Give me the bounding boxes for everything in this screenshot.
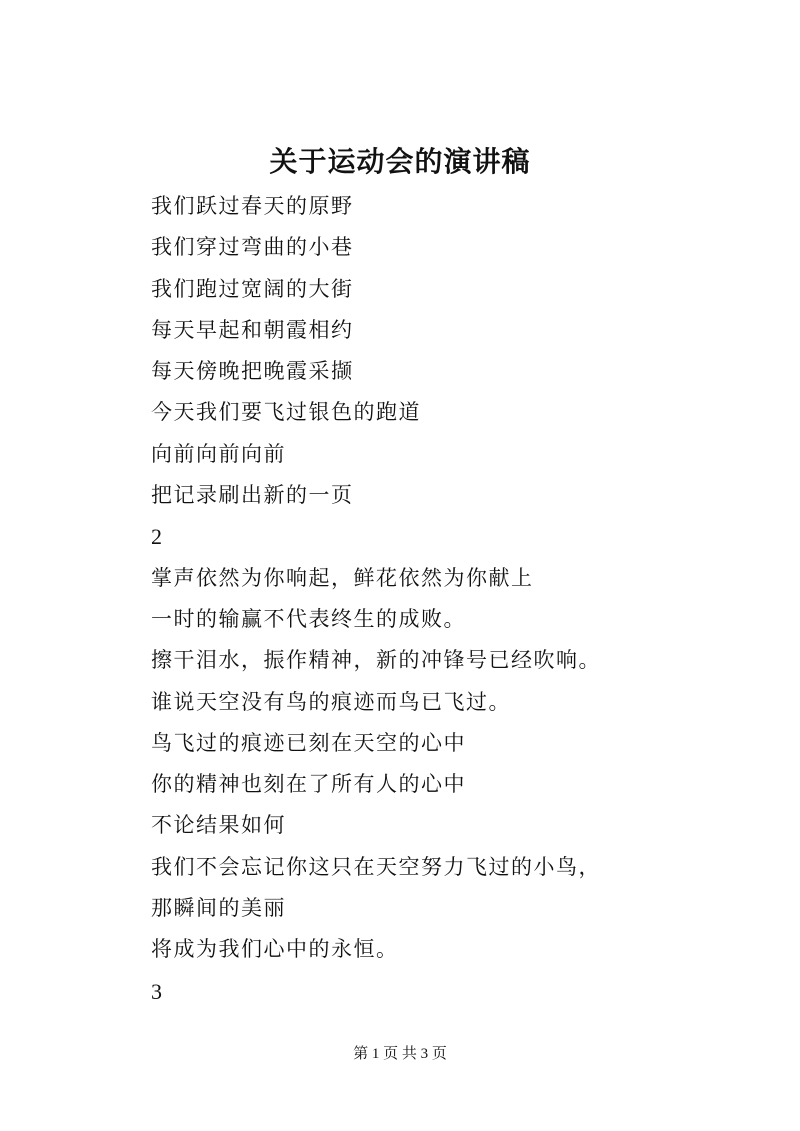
- body-line: 今天我们要飞过银色的跑道: [151, 400, 421, 425]
- body-line: 鸟飞过的痕迹已刻在天空的心中: [151, 730, 466, 755]
- body-line: 我们跃过春天的原野: [151, 194, 354, 218]
- body-line: 每天傍晚把晚霞采撷: [151, 359, 354, 384]
- body-line: 一时的输赢不代表终生的成败。: [151, 606, 466, 631]
- body-line: 那瞬间的美丽: [151, 896, 286, 921]
- body-line: 将成为我们心中的永恒。: [151, 937, 399, 962]
- body-line: 掌声依然为你响起，鲜花依然为你献上: [151, 565, 534, 590]
- body-line: 把记录刷出新的一页: [151, 483, 354, 508]
- body-line: 向前向前向前: [151, 441, 286, 466]
- document-body: [151, 186, 751, 1012]
- body-line: 每天早起和朝霞相约: [151, 317, 354, 342]
- body-line: 不论结果如何: [151, 813, 286, 838]
- section-number: 2: [151, 524, 164, 550]
- body-line: 谁说天空没有鸟的痕迹而鸟已飞过。: [151, 689, 511, 714]
- document-title: 关于运动会的演讲稿: [269, 145, 531, 178]
- section-number: 3: [151, 978, 164, 1004]
- page-footer: 第 1 页 共 3 页: [353, 1046, 447, 1062]
- body-line: 擦干泪水，振作精神，新的冲锋号已经吹响。: [151, 648, 601, 673]
- body-line: 我们穿过弯曲的小巷: [151, 235, 354, 260]
- body-line: 我们不会忘记你这只在天空努力飞过的小鸟，: [151, 854, 601, 879]
- body-line: 你的精神也刻在了所有人的心中: [151, 772, 466, 797]
- body-line: 我们跑过宽阔的大街: [151, 276, 354, 301]
